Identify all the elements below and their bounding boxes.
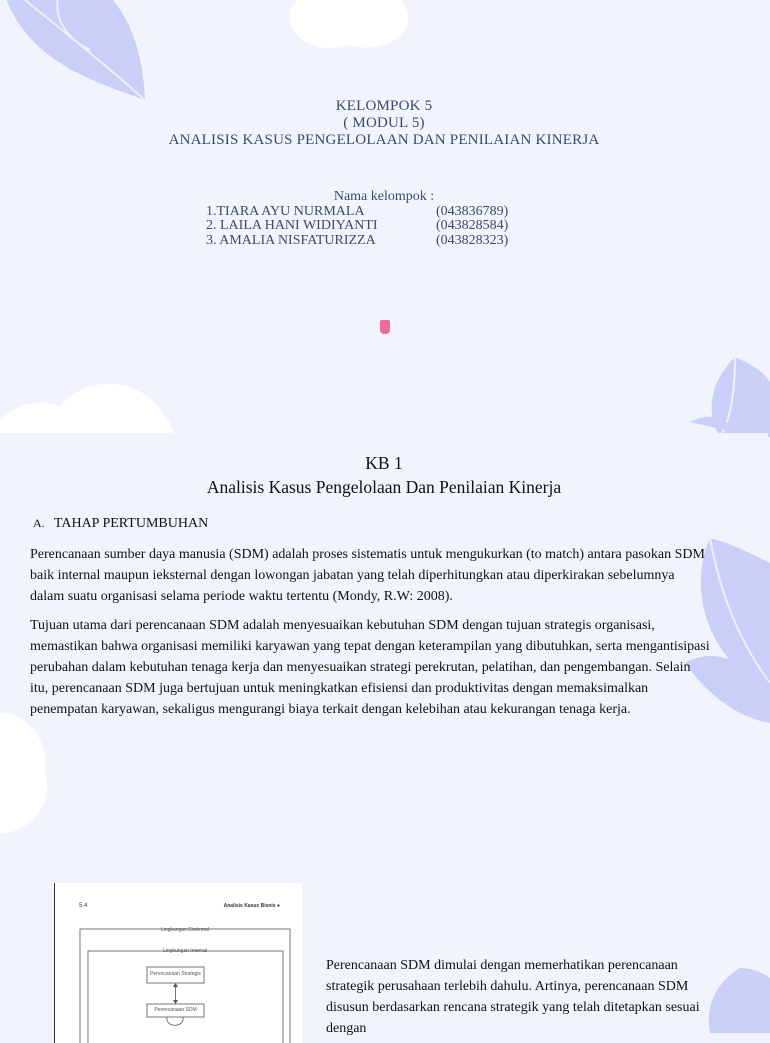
leaf-decoration-top-left <box>0 0 180 110</box>
section-heading <box>33 516 208 532</box>
figure-page-number: 5.4 <box>79 903 88 909</box>
figure-header: Analisis Kasus Bisnis ● <box>223 903 280 909</box>
member-row <box>0 205 768 220</box>
member-name: 3. AMALIA NISFATURIZZA <box>206 232 376 248</box>
paragraph-planning: Perencanaan SDM dimulai dengan memerhatikan perencanaan strategik perusahaan terlebih dahulu. Artinya, perencanaan SDM disusun berdasarkan rencana strategik yang telah ditetapkan sesuai dengan <box>326 958 700 1036</box>
content-page <box>0 433 768 1036</box>
kb-number: KB 1 <box>365 453 403 473</box>
report-title: ANALISIS KASUS PENGELOLAAN DAN PENILAIAN KINERJA <box>168 132 600 148</box>
hr-planning-figure <box>55 883 302 1043</box>
member-name: 1.TIARA AYU NURMALA <box>206 203 365 219</box>
figure-diagram <box>55 883 302 1043</box>
group-title: KELOMPOK 5 <box>335 98 433 114</box>
cloud-decoration-top <box>280 0 420 55</box>
leaf-decoration-bottom-right <box>690 352 770 442</box>
member-row <box>0 219 768 234</box>
member-name: 2. LAILA HANI WIDIYANTI <box>206 218 378 233</box>
module-label: ( MODUL 5) <box>343 115 425 131</box>
member-row <box>0 234 768 249</box>
cover-title-block <box>0 98 768 149</box>
members-heading: Nama kelompok : <box>333 189 435 204</box>
section-letter: A. <box>33 516 45 530</box>
figure-box-strategic: Perencanaan Strategis <box>150 971 201 977</box>
cloud-decoration-left <box>0 703 60 843</box>
figure-box-hr: Perencanaan SDM <box>154 1007 197 1013</box>
paragraph-definition: Perencanaan sumber daya manusia (SDM) adalah proses sistematis untuk mengukurkan (to match) antara pasokan SDM baik internal maupun ieksternal dengan lowongan jabatan yang telah diperhitungkan atau diperkirakan sebelumnya dalam suatu organisasi selama periode waktu tertentu (Mondy, R.W: 2008). <box>30 547 705 604</box>
pink-accent-mark <box>380 320 390 334</box>
kb-title: Analisis Kasus Pengelolaan Dan Penilaian Kinerja <box>206 477 562 497</box>
member-nim: (043836789) <box>436 203 509 219</box>
member-nim: (043828323) <box>436 232 509 248</box>
member-nim: (043828584) <box>436 218 509 233</box>
paragraph-objective: Tujuan utama dari perencanaan SDM adalah menyesuaikan kebutuhan SDM dengan tujuan strategis organisasi, memastikan bahwa organisasi memiliki karyawan yang tepat dengan keterampilan yang dibutuhkan, serta mengantisipasi perubahan dalam kebutuhan tenaga kerja dan menyesuaikan strategi perekrutan, pelatihan, dan pengembangan. Selain itu, perencanaan SDM juga bertujuan untuk meningkatkan efisiensi dan produktivitas dengan memaksimalkan penempatan karyawan, sekaligus mengurangi biaya terkait dengan kelebihan atau kekurangan tenaga kerja. <box>30 618 710 717</box>
cloud-decoration-bottom-left <box>0 372 190 442</box>
figure-label-internal: Lingkungan Internal <box>163 948 207 954</box>
cover-page <box>0 0 768 433</box>
section-title: TAHAP PERTUMBUHAN <box>53 516 209 531</box>
figure-label-external: Lingkungan Eksternal <box>160 927 210 933</box>
members-block <box>0 190 768 248</box>
